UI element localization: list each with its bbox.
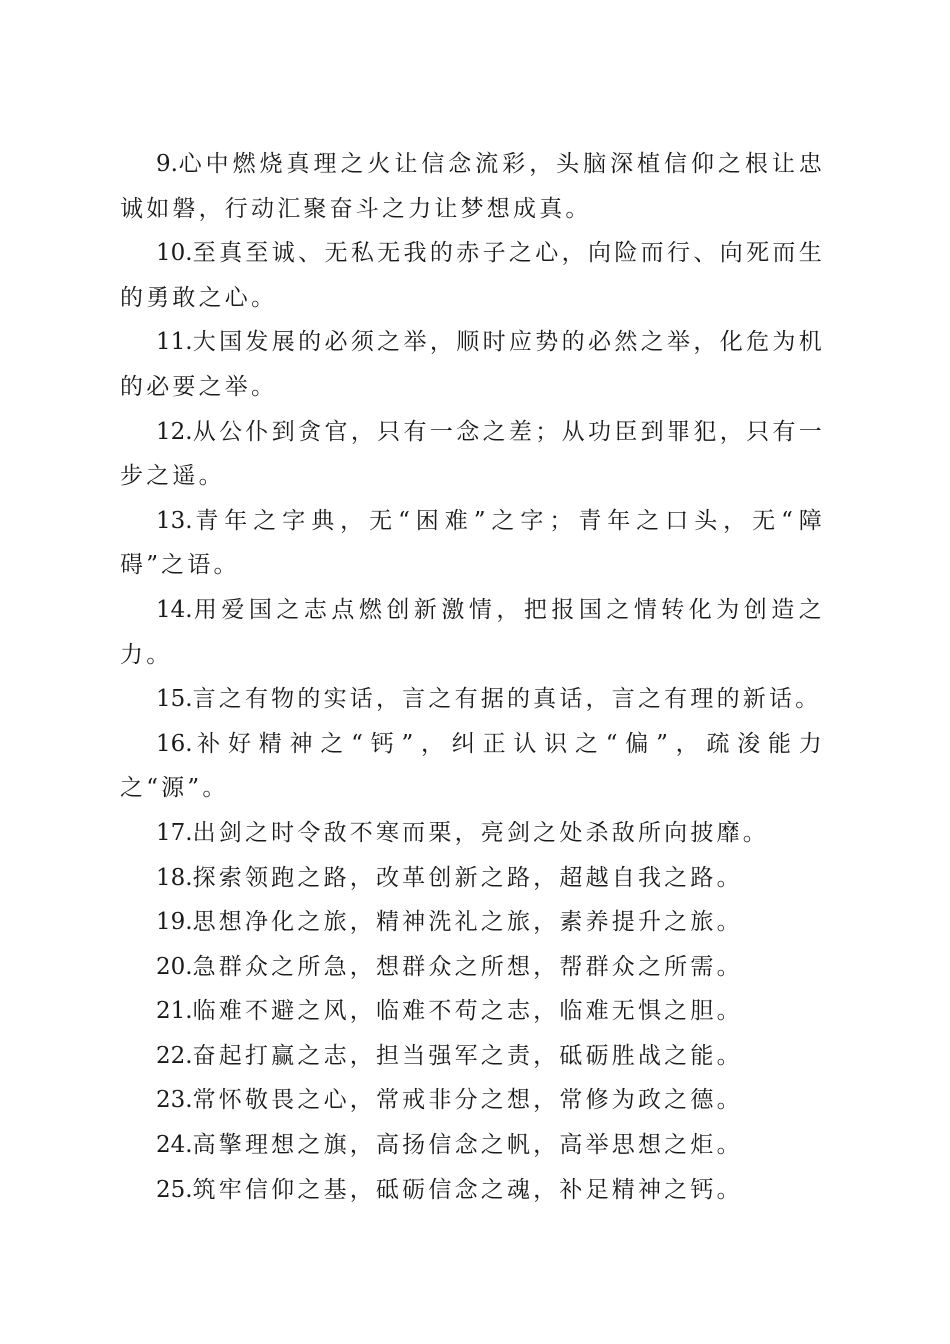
paragraph-text: 大国发展的必须之举，顺时应势的必然之举，化危为机的必要之举。	[120, 329, 825, 400]
paragraph-text: 出剑之时令敌不寒而栗，亮剑之处杀敌所向披靡。	[192, 819, 769, 846]
paragraph-text: 奋起打赢之志，担当强军之责，砥砺胜战之能。	[192, 1042, 743, 1069]
paragraph-text: 用爱国之志点燃创新激情，把报国之情转化为创造之力。	[120, 596, 825, 668]
paragraph-number: 10.	[156, 240, 193, 267]
paragraph-number: 17.	[156, 819, 193, 846]
paragraph-16	[120, 722, 825, 811]
paragraph-14	[120, 588, 825, 677]
paragraph-number: 19.	[156, 909, 193, 936]
paragraph-number: 18.	[156, 864, 193, 891]
paragraph-15	[120, 677, 825, 722]
paragraph-23	[120, 1078, 825, 1123]
paragraph-19	[120, 900, 825, 945]
paragraph-13	[120, 499, 825, 588]
paragraph-number: 16.	[156, 730, 193, 757]
paragraph-22	[120, 1034, 825, 1079]
paragraph-20	[120, 945, 825, 990]
paragraph-text: 筑牢信仰之基，砥砺信念之魂，补足精神之钙。	[192, 1176, 743, 1203]
paragraph-21	[120, 989, 825, 1034]
paragraph-10	[120, 231, 825, 320]
paragraph-text: 心中燃烧真理之火让信念流彩，头脑深植信仰之根让忠诚如磐，行动汇聚奋斗之力让梦想成真。	[120, 151, 825, 222]
paragraph-number: 12.	[156, 418, 193, 445]
paragraph-text: 高擎理想之旗，高扬信念之帆，高举思想之炬。	[192, 1132, 743, 1159]
document-body	[120, 142, 825, 1212]
paragraph-number: 15.	[156, 686, 193, 713]
paragraph-number: 23.	[156, 1087, 193, 1114]
paragraph-number: 22.	[156, 1042, 193, 1069]
paragraph-12	[120, 410, 825, 499]
paragraph-number: 24.	[156, 1132, 193, 1159]
paragraph-number: 9.	[156, 151, 178, 177]
paragraph-number: 13.	[156, 507, 193, 534]
paragraph-11	[120, 320, 825, 409]
paragraph-number: 11.	[156, 329, 193, 356]
paragraph-9	[120, 142, 825, 231]
paragraph-25	[120, 1168, 825, 1213]
paragraph-text: 急群众之所急，想群众之所想，帮群众之所需。	[192, 953, 743, 980]
paragraph-text: 从公仆到贪官，只有一念之差；从功臣到罪犯，只有一步之遥。	[120, 418, 825, 490]
paragraph-text: 青年之字典，无“困难”之字；青年之口头，无“障碍”之语。	[120, 507, 825, 579]
paragraph-text: 探索领跑之路，改革创新之路，超越自我之路。	[192, 864, 743, 891]
paragraph-text: 言之有物的实话，言之有据的真话，言之有理的新话。	[192, 686, 822, 713]
paragraph-24	[120, 1123, 825, 1168]
paragraph-text: 至真至诚、无私无我的赤子之心，向险而行、向死而生的勇敢之心。	[120, 240, 825, 311]
paragraph-18	[120, 856, 825, 901]
paragraph-text: 思想净化之旅，精神洗礼之旅，素养提升之旅。	[192, 909, 743, 936]
paragraph-number: 14.	[156, 596, 193, 623]
paragraph-number: 25.	[156, 1176, 193, 1203]
paragraph-number: 20.	[156, 953, 193, 980]
paragraph-text: 临难不避之风，临难不苟之志，临难无惧之胆。	[192, 998, 743, 1025]
paragraph-17	[120, 811, 825, 856]
paragraph-text: 常怀敬畏之心，常戒非分之想，常修为政之德。	[192, 1087, 743, 1114]
paragraph-text: 补好精神之“钙”，纠正认识之“偏”，疏浚能力之“源”。	[120, 730, 825, 802]
paragraph-number: 21.	[156, 998, 193, 1025]
